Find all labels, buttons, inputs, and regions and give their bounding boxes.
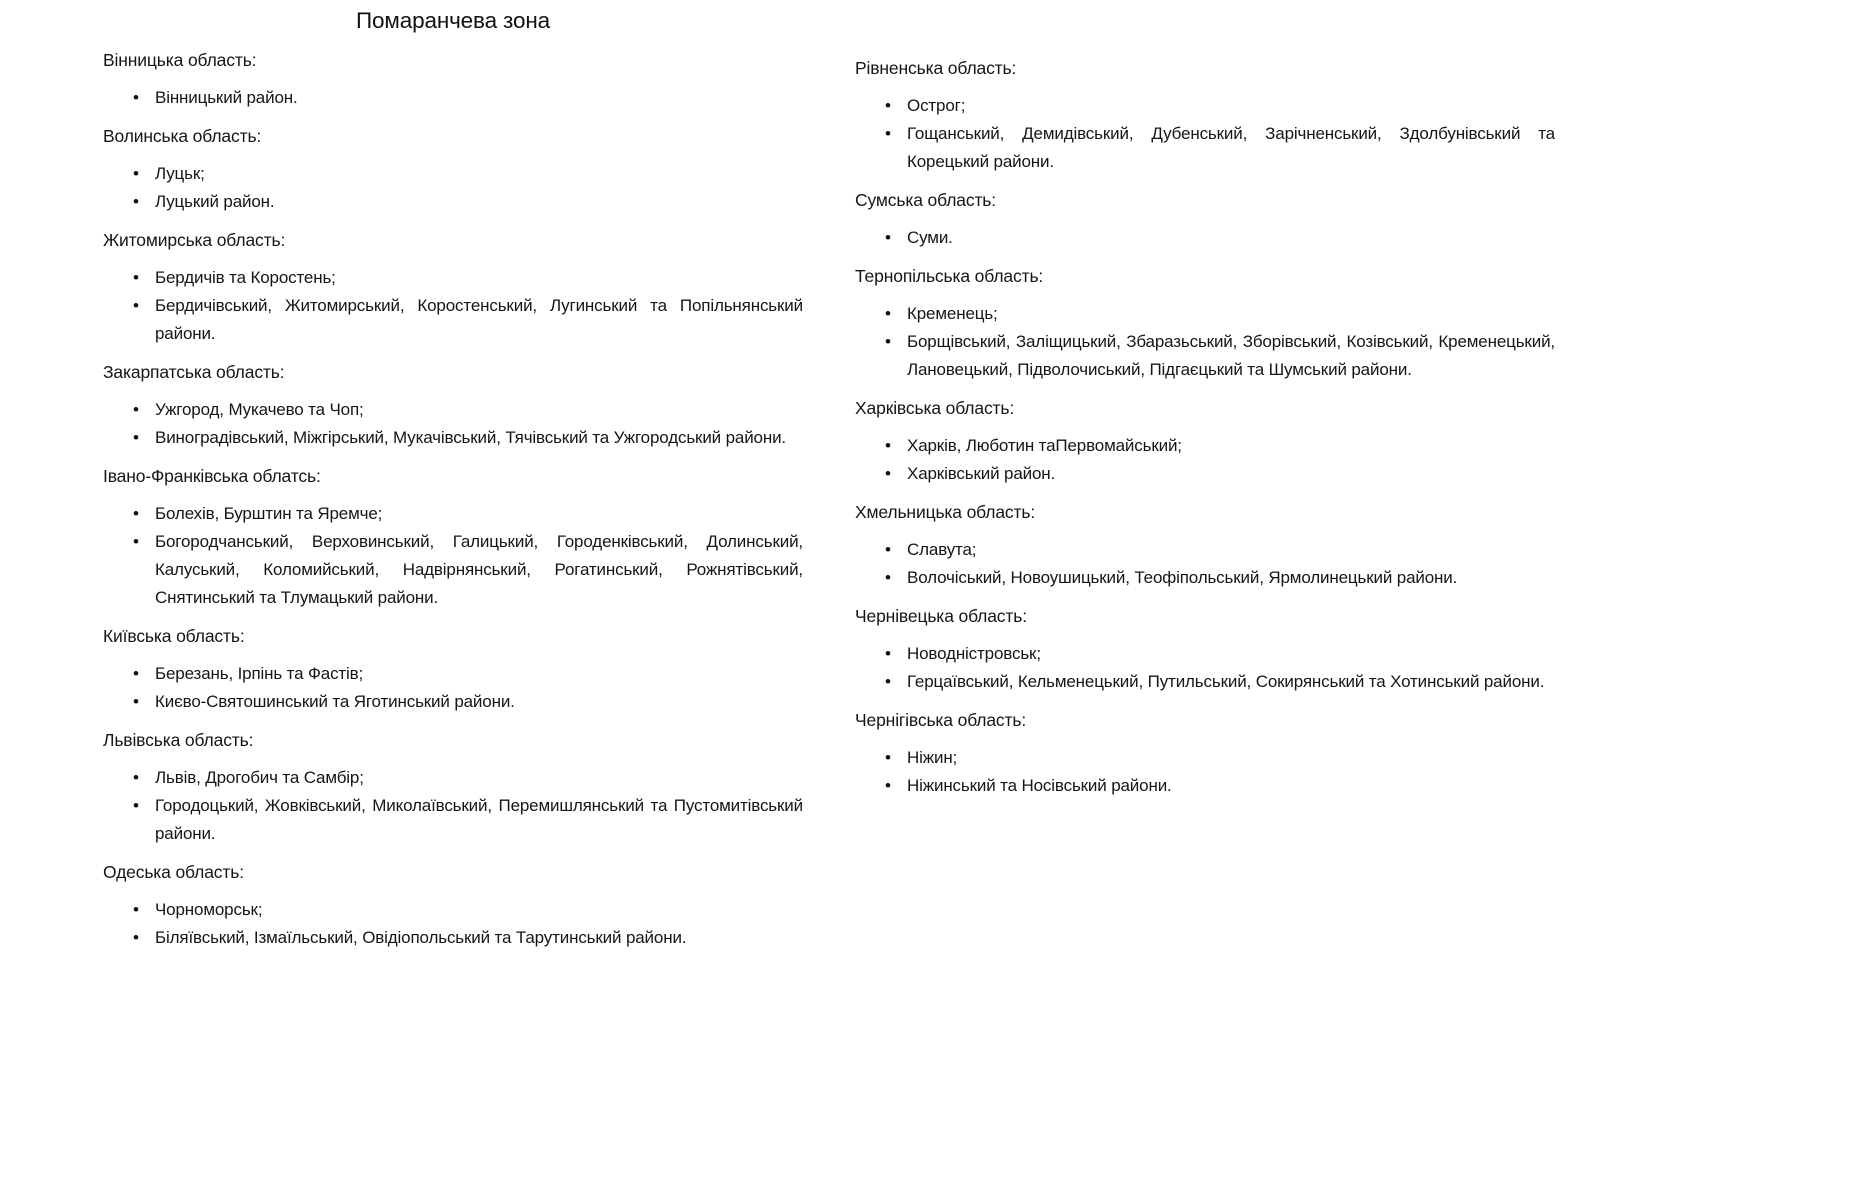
bullet-list: [103, 500, 803, 612]
bullet-item: • Герцаївський, Кельменецький, Путильський, Сокирянський та Хотинський райони.: [907, 668, 1555, 696]
bullet-list: [855, 92, 1555, 176]
section-heading: Івано-Франківська облатсь:: [103, 466, 321, 486]
bullet-list: [855, 224, 1555, 252]
bullet-list: [103, 84, 803, 112]
bullet-item: • Луцьк;: [155, 160, 803, 188]
section-heading: Київська область:: [103, 626, 245, 646]
bullet-item: • Городоцький, Жовківський, Миколаївський, Перемишлянський та Пустомитівський райони.: [155, 792, 803, 848]
bullet-item: • Луцький район.: [155, 188, 803, 216]
bullet-item: • Бердичівський, Житомирський, Коростенський, Лугинський та Попільнянський райони.: [155, 292, 803, 348]
section-heading: Сумська область:: [855, 190, 996, 210]
bullet-list: [103, 396, 803, 452]
bullet-item: • Болехів, Бурштин та Яремче;: [155, 500, 803, 528]
bullet-item: • Вінницький район.: [155, 84, 803, 112]
bullet-item: • Кременець;: [907, 300, 1555, 328]
bullet-item: • Волочіський, Новоушицький, Теофіпольський, Ярмолинецький райони.: [907, 564, 1555, 592]
bullet-item: • Ніжинський та Носівський райони.: [907, 772, 1555, 800]
bullet-item: • Богородчанський, Верховинський, Галицький, Городенківський, Долинський, Калуський, Коломийський, Надвірнянський, Рогатинський, Рожнятівський, Снятинський та Тлумацький райони.: [155, 528, 803, 612]
bullet-item: • Гощанський, Демидівський, Дубенський, Зарічненський, Здолбунівський та Корецький райони.: [907, 120, 1555, 176]
left-column: [103, 0, 803, 1204]
bullet-item: • Суми.: [907, 224, 1555, 252]
section-heading: Чернівецька область:: [855, 606, 1027, 626]
section-heading: Вінницька область:: [103, 50, 257, 70]
section-heading: Харківська область:: [855, 398, 1015, 418]
section-heading: Житомирська область:: [103, 230, 286, 250]
bullet-list: [855, 536, 1555, 592]
section-heading: Волинська область:: [103, 126, 262, 146]
bullet-item: • Виноградівський, Міжгірський, Мукачівський, Тячівський та Ужгородський райони.: [155, 424, 803, 452]
bullet-list: [855, 640, 1555, 696]
section-heading: Чернігівська область:: [855, 710, 1027, 730]
bullet-item: • Ніжин;: [907, 744, 1555, 772]
bullet-list: [103, 764, 803, 848]
section-heading: Хмельницька область:: [855, 502, 1036, 522]
bullet-item: • Славута;: [907, 536, 1555, 564]
bullet-list: [103, 896, 803, 952]
bullet-item: • Острог;: [907, 92, 1555, 120]
bullet-list: [103, 660, 803, 716]
bullet-list: [855, 744, 1555, 800]
bullet-item: • Борщівський, Заліщицький, Збаразьський, Зборівський, Козівський, Кременецький, Лановецький, Підволочиський, Підгаєцький та Шумський райони.: [907, 328, 1555, 384]
section-heading: Тернопільська область:: [855, 266, 1044, 286]
right-column: [855, 0, 1555, 1204]
bullet-list: [103, 264, 803, 348]
bullet-item: • Харків, Люботин таПервомайський;: [907, 432, 1555, 460]
page-title: Помаранчева зона: [356, 8, 550, 33]
bullet-item: • Чорноморськ;: [155, 896, 803, 924]
bullet-item: • Біляївський, Ізмаїльський, Овідіопольський та Тарутинський райони.: [155, 924, 803, 952]
section-heading: Рівненська область:: [855, 58, 1017, 78]
bullet-item: • Ужгород, Мукачево та Чоп;: [155, 396, 803, 424]
bullet-item: • Березань, Ірпінь та Фастів;: [155, 660, 803, 688]
bullet-item: • Бердичів та Коростень;: [155, 264, 803, 292]
bullet-list: [103, 160, 803, 216]
section-heading: Львівська область:: [103, 730, 254, 750]
bullet-item: • Львів, Дрогобич та Самбір;: [155, 764, 803, 792]
bullet-item: • Києво-Святошинський та Яготинський райони.: [155, 688, 803, 716]
bullet-item: • Новодністровськ;: [907, 640, 1555, 668]
bullet-item: • Харківський район.: [907, 460, 1555, 488]
section-heading: Одеська область:: [103, 862, 244, 882]
bullet-list: [855, 300, 1555, 384]
bullet-list: [855, 432, 1555, 488]
section-heading: Закарпатська область:: [103, 362, 285, 382]
